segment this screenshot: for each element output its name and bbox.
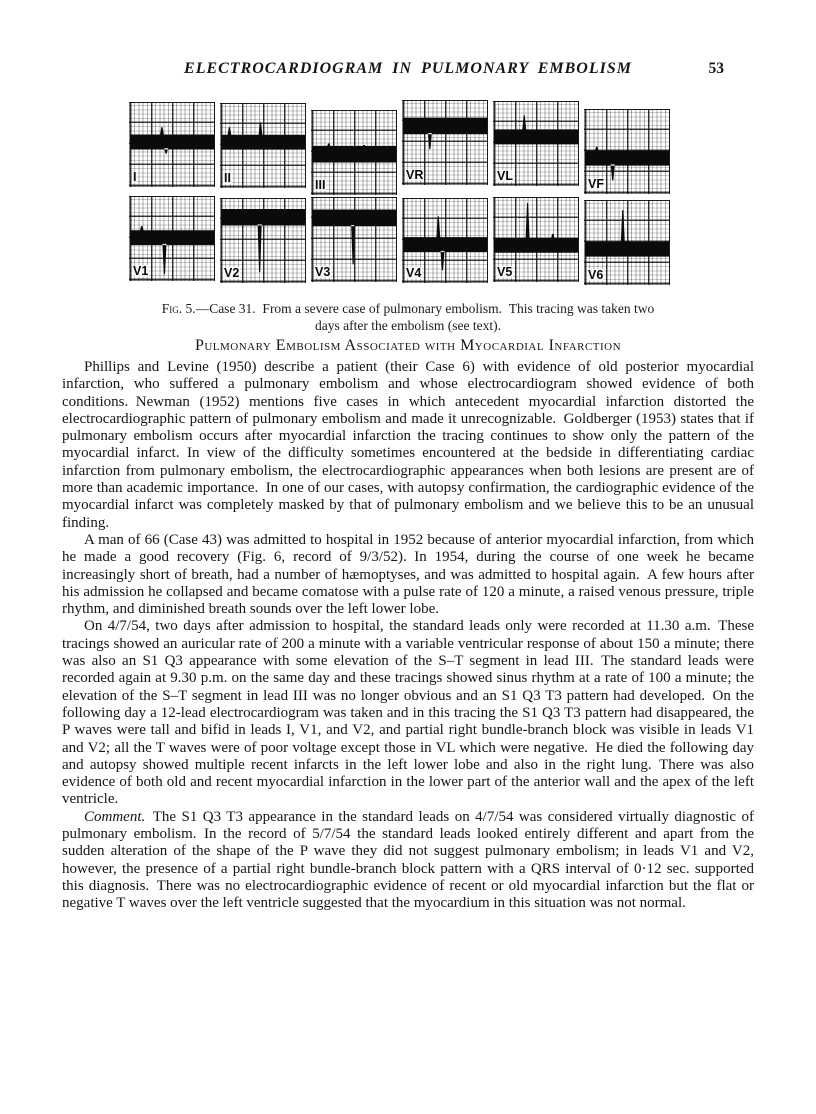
ecg-panel-VR <box>402 100 488 185</box>
ecg-panel-VF <box>584 109 670 194</box>
ecg-figure <box>129 100 675 281</box>
ecg-lead-label: III <box>315 177 326 192</box>
section-heading: Pulmonary Embolism Associated with Myocardial Infarction <box>194 337 622 354</box>
ecg-lead-label: V2 <box>224 265 240 280</box>
ecg-panel-V6 <box>584 200 670 285</box>
ecg-lead-label: VF <box>588 176 604 191</box>
figure-caption-line1 <box>0 301 816 318</box>
article-body <box>62 359 754 913</box>
figure-caption-figno: Fig. 5. <box>161 301 196 316</box>
paragraph <box>62 618 754 808</box>
paragraph <box>62 359 754 532</box>
ecg-panel-III <box>311 110 397 195</box>
ecg-panel-VL <box>493 101 579 186</box>
ecg-panel-V5 <box>493 197 579 282</box>
ecg-trace <box>221 104 305 187</box>
running-title: ELECTROCARDIOGRAM IN PULMONARY EMBOLISM <box>184 60 632 77</box>
ecg-lead-label: VR <box>406 167 424 182</box>
ecg-lead-label: V5 <box>497 264 513 279</box>
ecg-lead-label: V1 <box>133 263 149 278</box>
ecg-lead-label: V3 <box>315 264 331 279</box>
ecg-panel-V1 <box>129 196 215 281</box>
paragraph <box>62 809 754 913</box>
ecg-panel-V4 <box>402 198 488 283</box>
ecg-lead-label: V4 <box>406 265 422 280</box>
paragraph-text: Phillips and Levine (1950) describe a patient (their Case 6) with evidence of old posterior myocardial infarction, who suffered a pulmonary embolism and whose electrocardiogram showed evidence of both conditions. Newman (1952) mentions five cases in which antecedent myocardial infarction distorted the electrocardiographic pattern of pulmonary embolism and made it unrecognizable. Goldberger (1953) states that if pulmonary embolism occurs after myocardial infarction the tracing continues to show only the pattern of the myocardial infarct. In view of the difficulty sometimes encountered at the bedside in differentiating cardiac infarction from pulmonary embolism, the electrocardiographic appearances when both lesions are present are of more than academic importance. In one of our cases, with autopsy confirmation, the cardiographic evidence of the myocardial infarct was completely masked by that of pulmonary embolism and we believe this to be an unusual finding. <box>62 359 754 531</box>
ecg-panel-grid <box>129 100 675 281</box>
ecg-lead-label: V6 <box>588 267 604 282</box>
ecg-panel-II <box>220 103 306 188</box>
figure-caption-line2: days after the embolism (see text). <box>315 317 501 333</box>
ecg-lead-label: II <box>224 170 231 185</box>
ecg-trace <box>130 103 214 186</box>
ecg-lead-label: VL <box>497 168 513 183</box>
ecg-panel-V3 <box>311 197 397 282</box>
figure-caption <box>0 301 816 334</box>
paragraph-lead: Comment. <box>84 808 153 825</box>
ecg-lead-label: I <box>133 169 137 184</box>
paragraph-text: A man of 66 (Case 43) was admitted to hospital in 1952 because of anterior myocardial infarction, from which he made a good recovery (Fig. 6, record of 9/3/52). In 1954, during the course of one week he became increasingly short of breath, had a number of hæmoptyses, and was admitted to hospital again. A few hours after his admission he collapsed and became comatose with a pulse rate of 120 a minute, a raised venous pressure, triple rhythm, and diminished breath sounds over the left lower lobe. <box>62 531 754 618</box>
page-number: 53 <box>708 60 724 77</box>
paragraph-text: The S1 Q3 T3 appearance in the standard leads on 4/7/54 was considered virtually diagnostic of pulmonary embolism. In the record of 5/7/54 the standard leads looked entirely different and apart from the sudden alteration of the shape of the P wave they did not suggest pulmonary embolism; in leads V1 and V2, however, the presence of a partial right bundle-branch block pattern with a QRS interval of 0·12 sec. supported this diagnosis. There was no electrocardiographic evidence of recent or old myocardial infarction but the flat or negative T waves over the left ventricle suggested that the myocardium in this situation was not normal. <box>62 808 754 912</box>
ecg-panel-V2 <box>220 198 306 283</box>
ecg-panel-I <box>129 102 215 187</box>
paragraph-text: On 4/7/54, two days after admission to hospital, the standard leads only were recorded at 11.30 a.m. These tracings showed an auricular rate of 200 a minute with a variable ventricular response of about 150 a minute; there was also an S1 Q3 appearance with some elevation of the S–T segment in lead III. The standard leads were recorded again at 9.30 p.m. on the same day and these tracings showed sinus rhythm at a rate of 100 a minute; the elevation of the S–T segment in lead III was no longer obvious and an S1 Q3 T3 pattern had developed. On the following day a 12-lead electrocardiogram was taken and in this tracing the S1 Q3 T3 pattern had disappeared, the P waves were tall and bifid in leads I, V1, and V2, and partial right bundle-branch block was visible in leads V1 and V2; all the T waves were of poor voltage except those in VL which were negative. He died the following day and autopsy showed multiple recent infarcts in the left lower lobe and also in the right lung. There was also evidence of both old and recent myocardial infarction in the lower part of the anterior wall and the apex of the left ventricle. <box>62 618 754 808</box>
paragraph <box>62 532 754 618</box>
figure-caption-text: —Case 31. From a severe case of pulmonary embolism. This tracing was taken two <box>195 301 655 316</box>
running-head <box>62 60 754 80</box>
